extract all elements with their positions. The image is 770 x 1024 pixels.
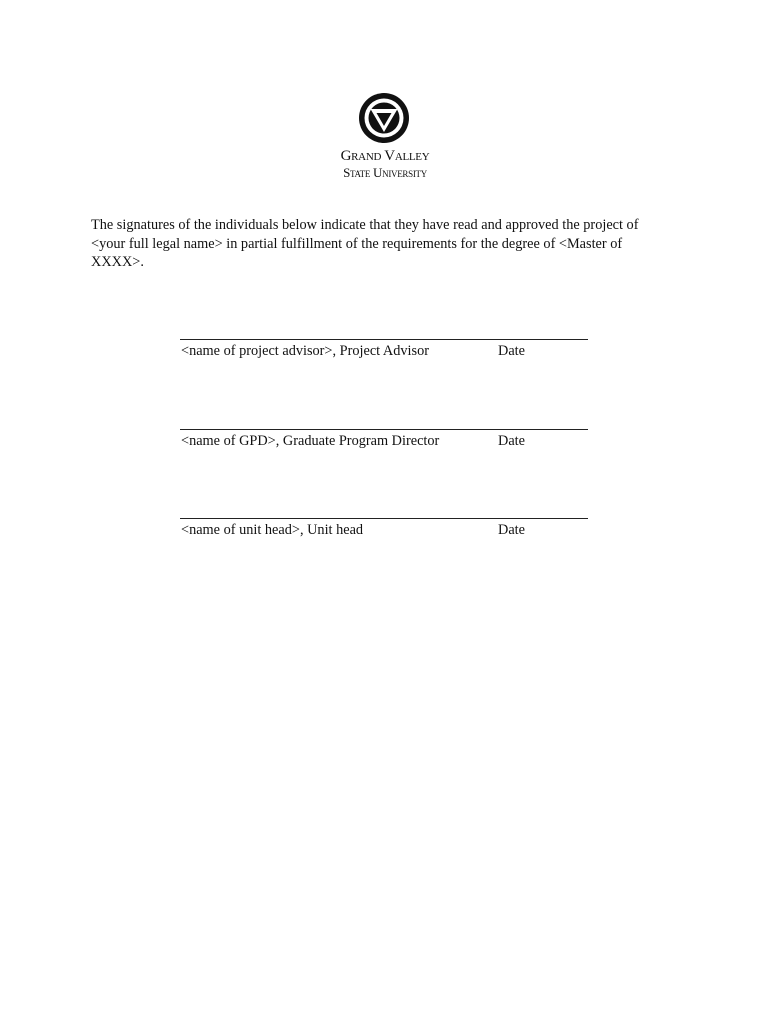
date-label: Date — [498, 522, 525, 538]
date-label: Date — [498, 433, 525, 449]
logo-text-line1: Grand Valley — [340, 148, 430, 164]
signature-line — [180, 429, 588, 430]
date-label: Date — [498, 343, 525, 359]
signatory-name: <name of project advisor>, Project Advisor — [181, 343, 429, 359]
logo-text-line2: State University — [343, 165, 427, 180]
signatory-name: <name of unit head>, Unit head — [181, 522, 364, 538]
signature-block-unit-head — [180, 518, 590, 548]
gvsu-logo-mark-icon — [358, 92, 410, 144]
signature-block-gpd — [180, 429, 590, 459]
approval-statement: The signatures of the individuals below indicate that they have read and approved the project of <your full legal name> in partial fulfillment of the requirements for the degree of <Master of XXXX>. — [91, 217, 639, 270]
signature-line — [180, 518, 588, 519]
signature-line — [180, 339, 588, 340]
signatory-name: <name of GPD>, Graduate Program Director — [181, 433, 440, 449]
university-logo — [300, 92, 470, 187]
signature-block-advisor — [180, 339, 590, 369]
